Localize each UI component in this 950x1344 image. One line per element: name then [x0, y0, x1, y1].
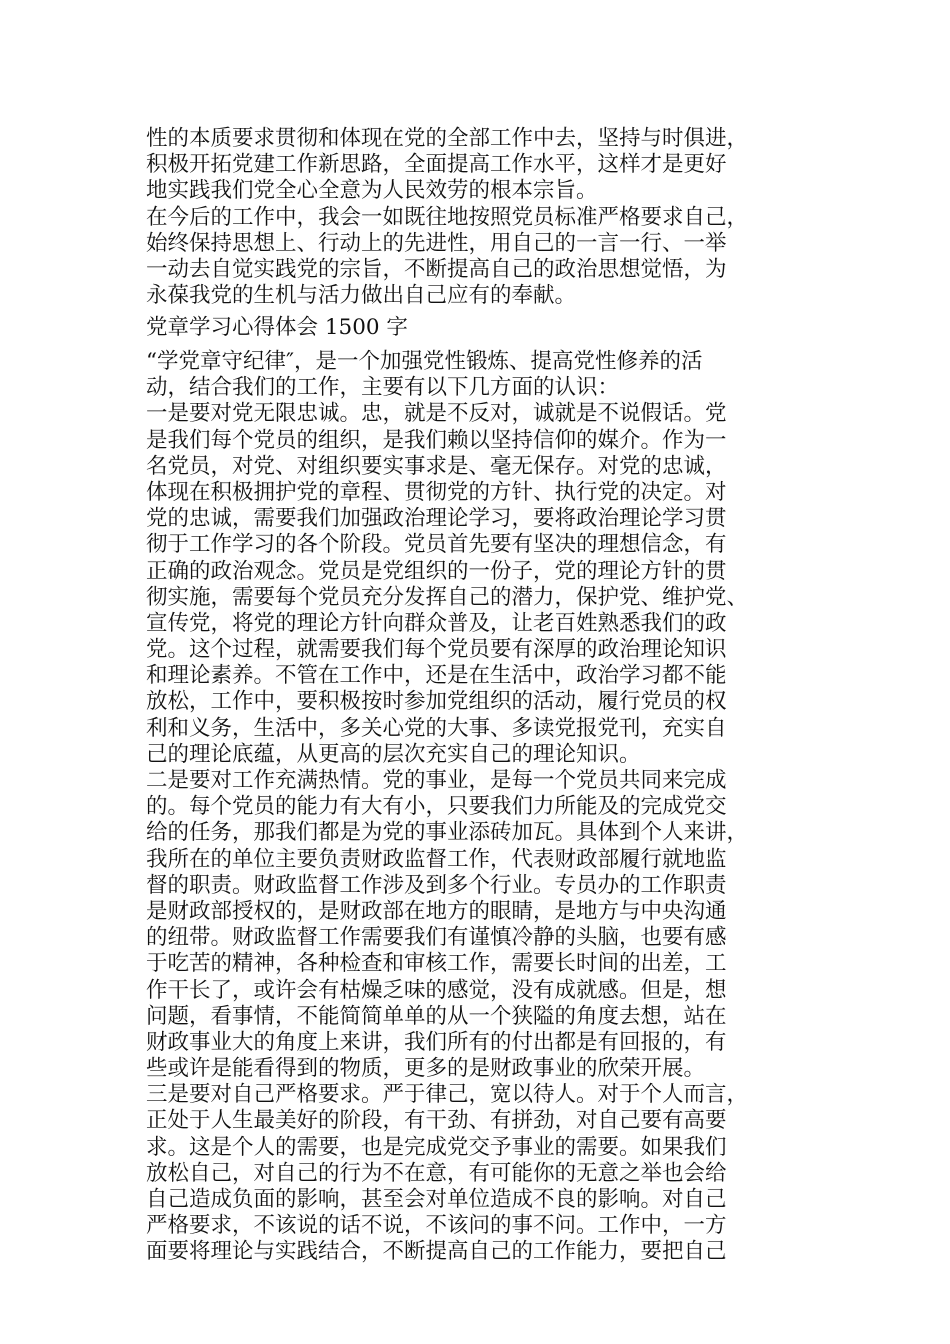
text-line: 彻于工作学习的各个阶段。党员首先要有坚决的理想信念，有	[146, 532, 727, 558]
text-line: 彻实施，需要每个党员充分发挥自己的潜力，保护党、维护党、	[146, 584, 749, 610]
text-line: 督的职责。财政监督工作涉及到多个行业。专员办的工作职责	[146, 872, 727, 898]
text-line: 于吃苦的精神，各种检查和审核工作，需要长时间的出差，工	[146, 951, 727, 977]
text-line: 求。这是个人的需要，也是完成党交予事业的需要。如果我们	[146, 1134, 727, 1160]
text-line: 和理论素养。不管在工作中，还是在生活中，政治学习都不能	[146, 663, 727, 689]
text-line: 永葆我党的生机与活力做出自己应有的奉献。	[146, 283, 577, 309]
text-line: “学党章守纪律″，是一个加强党性锻炼、提高党性修养的活	[146, 349, 703, 374]
text-line: 一是要对党无限忠诚。忠，就是不反对，诚就是不说假话。党	[146, 401, 727, 427]
text-line: 正处于人生最美好的阶段，有干劲、有拼劲，对自己要有高要	[146, 1108, 727, 1134]
text-line: 给的任务，那我们都是为党的事业添砖加瓦。具体到个人来讲，	[146, 820, 749, 846]
text-line: 积极开拓党建工作新思路，全面提高工作水平，这样才是更好	[146, 152, 727, 178]
text-line: 是财政部授权的，是财政部在地方的眼睛，是地方与中央沟通	[146, 898, 727, 924]
text-line: 二是要对工作充满热情。党的事业，是每一个党员共同来完成	[146, 768, 727, 793]
text-line: 是我们每个党员的组织，是我们赖以坚持信仰的媒介。作为一	[146, 427, 727, 453]
section-title: 党章学习心得体会 1500 字	[146, 315, 408, 340]
text-line: 面要将理论与实践结合，不断提高自己的工作能力，要把自己	[146, 1239, 727, 1265]
text-line: 作干长了，或许会有枯燥乏味的感觉，没有成就感。但是，想	[146, 977, 727, 1003]
body-paragraphs	[146, 349, 826, 1266]
text-line: 己的理论底蕴，从更高的层次充实自己的理论知识。	[146, 741, 641, 767]
text-line: 始终保持思想上、行动上的先进性，用自己的一言一行、一举	[146, 230, 727, 256]
text-line: 在今后的工作中，我会一如既往地按照党员标准严格要求自己，	[146, 204, 749, 230]
text-line: 财政事业大的角度上来讲，我们所有的付出都是有回报的，有	[146, 1029, 727, 1055]
text-line: 放松，工作中，要积极按时参加党组织的活动，履行党员的权	[146, 689, 727, 715]
intro-paragraphs	[146, 126, 826, 309]
text-line: 自己造成负面的影响，甚至会对单位造成不良的影响。对自己	[146, 1187, 727, 1212]
text-line: 地实践我们党全心全意为人民效劳的根本宗旨。	[146, 178, 598, 204]
text-line: 宣传党，将党的理论方针向群众普及，让老百姓熟悉我们的政	[146, 610, 727, 636]
text-line: 名党员，对党、对组织要实事求是、毫无保存。对党的忠诚，	[146, 453, 727, 479]
text-line: 的纽带。财政监督工作需要我们有谨慎冷静的头脑，也要有感	[146, 925, 727, 951]
text-line: 正确的政治观念。党员是党组织的一份子，党的理论方针的贯	[146, 558, 727, 584]
text-line: 党。这个过程，就需要我们每个党员要有深厚的政治理论知识	[146, 637, 727, 663]
text-line: 党的忠诚，需要我们加强政治理论学习，要将政治理论学习贯	[146, 506, 727, 532]
text-line: 三是要对自己严格要求。严于律己，宽以待人。对于个人而言，	[146, 1082, 749, 1108]
text-line: 严格要求，不该说的话不说，不该问的事不问。工作中，一方	[146, 1213, 727, 1239]
text-line: 性的本质要求贯彻和体现在党的全部工作中去，坚持与时俱进，	[146, 126, 749, 151]
text-line: 放松自己，对自己的行为不在意，有可能你的无意之举也会给	[146, 1160, 727, 1186]
text-line: 些或许是能看得到的物质，更多的是财政事业的欣荣开展。	[146, 1056, 706, 1082]
text-line: 问题，看事情，不能简简单单的从一个狭隘的角度去想，站在	[146, 1003, 727, 1029]
text-line: 的。每个党员的能力有大有小，只要我们力所能及的完成党交	[146, 794, 727, 820]
text-line: 动，结合我们的工作，主要有以下几方面的认识：	[146, 375, 620, 401]
text-line: 体现在积极拥护党的章程、贯彻党的方针、执行党的决定。对	[146, 479, 727, 505]
text-line: 利和义务，生活中，多关心党的大事、多读党报党刊，充实自	[146, 715, 727, 741]
text-line: 我所在的单位主要负责财政监督工作，代表财政部履行就地监	[146, 846, 727, 872]
text-line: 一动去自觉实践党的宗旨，不断提高自己的政治思想觉悟，为	[146, 256, 727, 282]
